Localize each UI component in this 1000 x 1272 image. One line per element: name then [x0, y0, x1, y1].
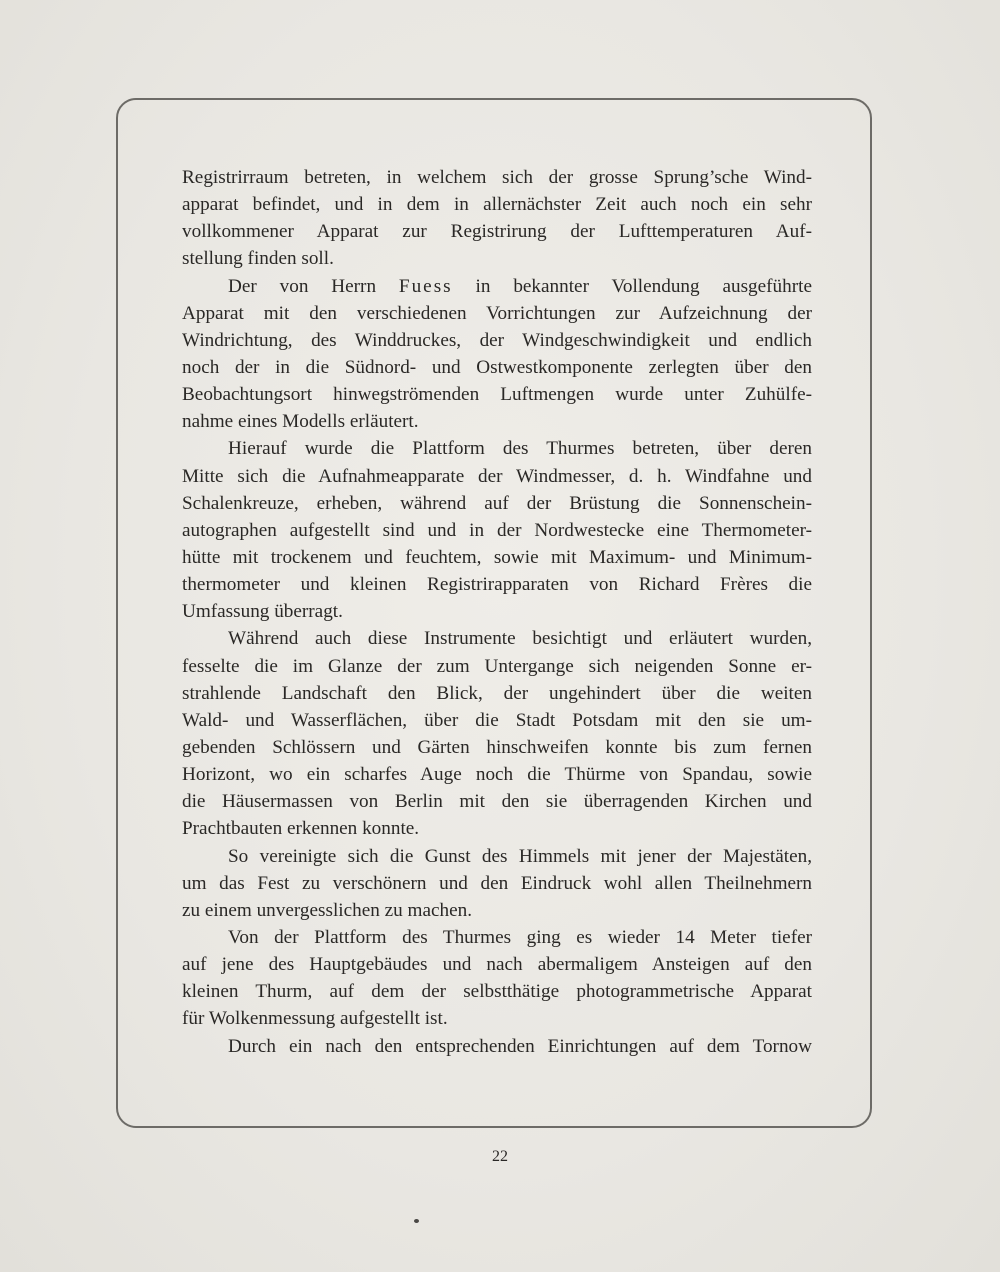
- text-line: strahlende Landschaft den Blick, der ungehindert über die weiten: [182, 682, 812, 704]
- text-line: Von der Plattform des Thurmes ging es wieder 14 Meter tiefer: [228, 926, 812, 948]
- text-line: Prachtbauten erkennen konnte.: [182, 818, 420, 840]
- text-line: die Häusermassen von Berlin mit den sie überragenden Kirchen und: [182, 791, 812, 813]
- spaced-name: Fuess: [398, 275, 453, 297]
- text-line: fesselte die im Glanze der zum Untergange sich neigenden Sonne er-: [182, 655, 812, 677]
- text-line: Mitte sich die Aufnahmeapparate der Windmesser, d. h. Windfahne und: [182, 465, 812, 487]
- text-line: Beobachtungsort hinwegströmenden Luftmengen wurde unter Zuhülfe-: [182, 384, 812, 406]
- text-line: Hierauf wurde die Plattform des Thurmes betreten, über deren: [228, 438, 812, 460]
- text-line: vollkommener Apparat zur Registrirung der Lufttemperaturen Auf-: [182, 221, 812, 243]
- text-line: kleinen Thurm, auf dem der selbstthätige photogrammetrische Apparat: [182, 981, 812, 1003]
- text-line: Durch ein nach den entsprechenden Einrichtungen auf dem Tornow: [228, 1035, 812, 1057]
- text-line: hütte mit trockenem und feuchtem, sowie mit Maximum- und Minimum-: [182, 546, 812, 568]
- body-text: [182, 164, 812, 1060]
- text-line: Registrirraum betreten, in welchem sich der grosse Sprung’sche Wind-: [182, 167, 812, 188]
- text-line: autographen aufgestellt sind und in der Nordwestecke eine Thermometer-: [182, 519, 812, 541]
- page-number: 22: [492, 1148, 508, 1165]
- text-line: So vereinigte sich die Gunst des Himmels mit jener der Majestäten,: [228, 845, 812, 867]
- text-line: noch der in die Südnord- und Ostwestkomponente zerlegten über den: [182, 356, 812, 378]
- text-line: Windrichtung, des Winddruckes, der Windgeschwindigkeit und endlich: [182, 329, 812, 351]
- text-line: für Wolkenmessung aufgestellt ist.: [182, 1008, 448, 1030]
- text-line: gebenden Schlössern und Gärten hinschweifen konnte bis zum fernen: [182, 736, 812, 758]
- text-line: Der von Herrn Fuess in bekannter Vollendung ausgeführte: [228, 275, 812, 297]
- text-line: Während auch diese Instrumente besichtigt und erläutert wurden,: [228, 628, 812, 650]
- text-line: stellung finden soll.: [182, 248, 334, 270]
- text-line: nahme eines Modells erläutert.: [182, 411, 419, 433]
- text-line: auf jene des Hauptgebäudes und nach abermaligem Ansteigen auf den: [182, 954, 812, 976]
- text-line: thermometer und kleinen Registrirapparaten von Richard Frères die: [182, 574, 812, 596]
- text-line: Wald- und Wasserflächen, über die Stadt Potsdam mit den sie um-: [182, 709, 812, 731]
- text-line: um das Fest zu verschönern und den Eindruck wohl allen Theilnehmern: [182, 872, 812, 894]
- text-line: Schalenkreuze, erheben, während auf der Brüstung die Sonnenschein-: [182, 492, 812, 514]
- text-line: Horizont, wo ein scharfes Auge noch die Thürme von Spandau, sowie: [182, 764, 812, 786]
- text-line: zu einem unvergesslichen zu machen.: [182, 899, 473, 921]
- text-line: Apparat mit den verschiedenen Vorrichtungen zur Aufzeichnung der: [182, 302, 812, 324]
- text-line: apparat befindet, und in dem in allernächster Zeit auch noch ein sehr: [182, 194, 812, 216]
- text-line: Umfassung überragt.: [182, 601, 343, 623]
- ink-speck: [414, 1219, 419, 1223]
